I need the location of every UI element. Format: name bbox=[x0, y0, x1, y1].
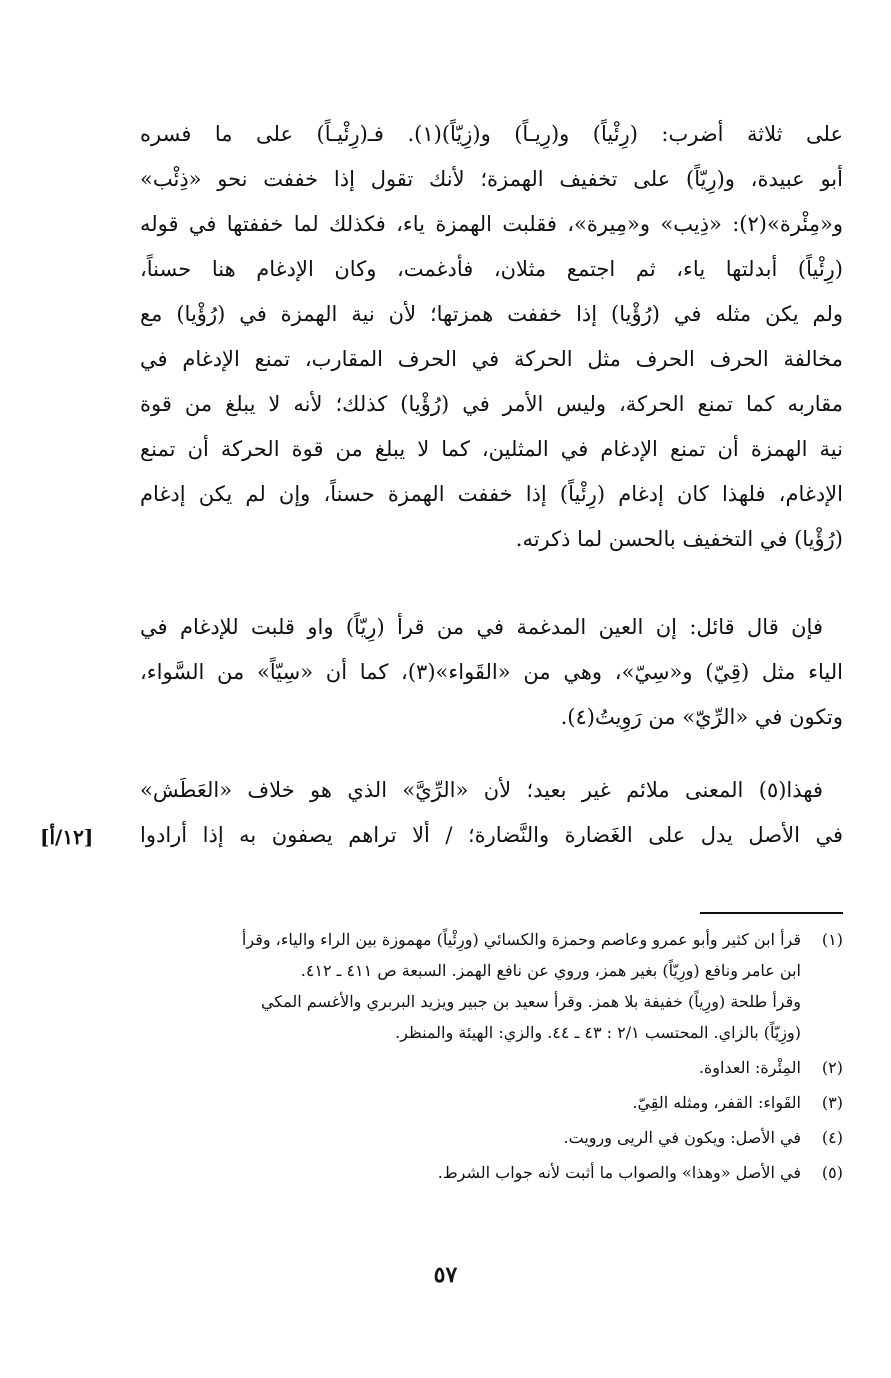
footnote-text bbox=[140, 1122, 801, 1153]
footnote-4 bbox=[140, 1122, 843, 1153]
footnote-2 bbox=[140, 1052, 843, 1083]
paragraph-2 bbox=[140, 605, 843, 740]
text-line: فإن قال قائل: إن العين المدغمة في من قرأ (رِيّاً) واو قلبت للإدغام في bbox=[140, 615, 823, 639]
footnote-line: (وزِيّاً) بالزاي. المحتسب ٢/١ : ٤٣ ـ ٤٤. والزي: الهيئة والمنظر. bbox=[395, 1023, 801, 1042]
paragraph-3 bbox=[140, 768, 843, 858]
text-line: نية الهمزة أن تمنع الإدغام في المثلين، كما لا يبلغ من قوة الحركة أن تمنع bbox=[140, 437, 843, 461]
footnote-line: القَواء: القفر، ومثله القِيّ. bbox=[632, 1093, 801, 1112]
footnote-number: (٢) bbox=[821, 1058, 843, 1077]
footnote-separator bbox=[700, 912, 843, 914]
footnote-text bbox=[140, 1087, 801, 1118]
footnote-text bbox=[140, 1052, 801, 1083]
page-number: ٥٧ bbox=[433, 1262, 458, 1288]
text-line: ولم يكن مثله في (رُؤْيا) إذا خففت همزتها؛ لأن نية الهمزة في (رُؤْيا) مع bbox=[140, 302, 843, 326]
text-line: أبو عبيدة، و(رِيّاً) على تخفيف الهمزة؛ لأنك تقول إذا خففت نحو «ذِئْب» bbox=[140, 167, 843, 191]
footnotes bbox=[140, 924, 843, 1192]
footnote-text bbox=[140, 1157, 801, 1188]
text-line: فهذا(٥) المعنى ملائم غير بعيد؛ لأن «الرِّيَّ» الذي هو خلاف «العَطَش» bbox=[140, 778, 823, 802]
manuscript-folio-marker: [١٢/أ] bbox=[40, 825, 94, 849]
text-line: الياء مثل (قِيّ) و«سِيّ»، وهي من «القَواء»(٣)، كما أن «سِيّاً» من السَّواء، bbox=[140, 660, 843, 684]
text-line: في الأصل يدل على الغَضارة والنَّضارة؛ / ألا تراهم يصفون به إذا أرادوا bbox=[140, 823, 843, 847]
footnote-1 bbox=[140, 924, 843, 1048]
text-line: و«مِئْرة»(٢): «ذِيب» و«مِيرة»، فقلبت الهمزة ياء، فكذلك لما خففتها في قوله bbox=[140, 212, 843, 236]
text-line: (رُؤْيا) في التخفيف بالحسن لما ذكرته. bbox=[515, 527, 843, 551]
footnote-text bbox=[140, 924, 801, 1048]
footnote-line: المِئْرة: العداوة. bbox=[698, 1058, 801, 1077]
footnote-3 bbox=[140, 1087, 843, 1118]
footnote-number: (٣) bbox=[821, 1093, 843, 1112]
footnote-number: (١) bbox=[821, 930, 843, 949]
footnote-number: (٥) bbox=[821, 1163, 843, 1182]
footnote-line: في الأصل: ويكون في الريى ورويت. bbox=[563, 1128, 801, 1147]
text-line: مقاربه كما تمنع الحركة، وليس الأمر في (رُؤْيا) كذلك؛ لأنه لا يبلغ من قوة bbox=[140, 392, 843, 416]
footnote-line: قرأ ابن كثير وأبو عمرو وعاصم وحمزة والكسائي (ورِئْياً) مهموزة بين الراء والياء، وقرأ bbox=[241, 930, 801, 949]
text-line: الإدغام، فلهذا كان إدغام (رِئْياً) إذا خففت الهمزة حسناً، وإن لم يكن إدغام bbox=[140, 482, 843, 506]
text-line: على ثلاثة أضرب: (رِئْياً) و(رِيـاً) و(زِيّاً)(١). فـ(رِئْيـاً) على ما فسره bbox=[140, 122, 843, 146]
footnote-line: وقرأ طلحة (ورِياً) خفيفة بلا همز. وقرأ سعيد بن جبير ويزيد البربري والأغسم المكي bbox=[260, 992, 801, 1011]
text-line: (رِئْياً) أبدلتها ياء، ثم اجتمع مثلان، فأدغمت، وكان الإدغام هنا حسناً، bbox=[140, 257, 843, 281]
footnote-line: في الأصل «وهذا» والصواب ما أثبت لأنه جواب الشرط. bbox=[437, 1163, 801, 1182]
text-line: مخالفة الحرف الحرف مثل الحركة في الحرف المقارب، تمنع الإدغام في bbox=[140, 347, 843, 371]
paragraph-1 bbox=[140, 112, 843, 562]
text-line: وتكون في «الرِّيّ» من رَوِيتُ(٤). bbox=[560, 705, 843, 729]
footnote-number: (٤) bbox=[821, 1128, 843, 1147]
footnote-5 bbox=[140, 1157, 843, 1188]
footnote-line: ابن عامر ونافع (ورِيّاً) بغير همز، وروي عن نافع الهمز. السبعة ص ٤١١ ـ ٤١٢. bbox=[300, 961, 801, 980]
